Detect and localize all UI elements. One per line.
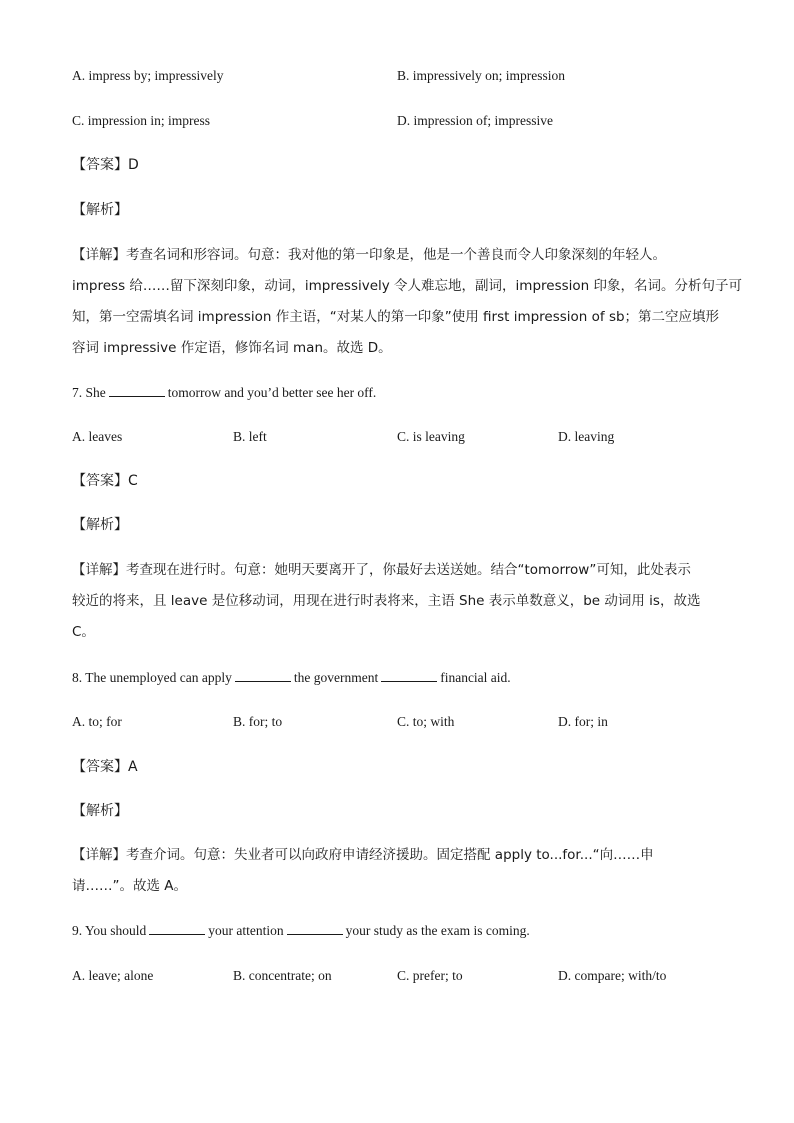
q6-option-a: A. impress by; impressively [72, 68, 224, 83]
q8-answer [72, 758, 138, 776]
detail-line: 【详解】考查介词。句意：失业者可以向政府申请经济援助。固定搭配 apply to...for...“向……申 [72, 847, 654, 863]
answer-blank [235, 669, 291, 682]
q7-option-a: A. leaves [72, 429, 123, 444]
answer-label: 【答案】 [72, 759, 128, 775]
q6-option-c: C. impression in; impress [72, 113, 210, 128]
q9-option-c: C. prefer; to [397, 968, 463, 983]
detail-line: 【详解】考查现在进行时。句意：她明天要离开了，你最好去送送她。结合“tomorrow”可知，此处表示 [72, 562, 691, 578]
answer-blank [381, 669, 437, 682]
q8-option-c: C. to; with [397, 714, 455, 729]
answer-value: A [128, 759, 138, 775]
answer-value: C [128, 473, 138, 489]
detail-line: C。 [72, 624, 95, 640]
q7-stem: 7. She tomorrow and you’d better see her off. [72, 385, 377, 400]
q8-option-a: A. to; for [72, 714, 122, 729]
detail-line: impress 给……留下深刻印象，动词，impressively 令人难忘地，副词，impression 印象，名词。分析句子可 [72, 278, 743, 294]
q6-answer [72, 156, 139, 174]
detail-line: 知，第一空需填名词 impression 作主语，“对某人的第一印象”使用 first impression of sb；第二空应填形 [72, 309, 720, 325]
q7-detail [72, 555, 724, 648]
q6-analysis-label: 【解析】 [72, 202, 128, 218]
q7-option-d: D. leaving [558, 429, 615, 444]
answer-blank [109, 384, 165, 397]
detail-line: 请……”。故选 A。 [72, 878, 188, 894]
q6-detail [72, 240, 743, 364]
q7-option-b: B. left [233, 429, 267, 444]
q7-analysis-label: 【解析】 [72, 517, 128, 533]
answer-label: 【答案】 [72, 157, 128, 173]
q8-detail [72, 840, 724, 902]
answer-value: D [128, 157, 139, 173]
q9-stem: 9. You should your attention your study as the exam is coming. [72, 923, 530, 938]
detail-line: 【详解】考查名词和形容词。句意：我对他的第一印象是，他是一个善良而令人印象深刻的年轻人。 [72, 247, 666, 263]
detail-line: 较近的将来，且 leave 是位移动词，用现在进行时表将来，主语 She 表示单数意义，be 动词用 is，故选 [72, 593, 701, 609]
q6-option-b: B. impressively on; impression [397, 68, 565, 83]
q8-analysis-label: 【解析】 [72, 803, 128, 819]
detail-line: 容词 impressive 作定语，修饰名词 man。故选 D。 [72, 340, 392, 356]
q9-option-a: A. leave; alone [72, 968, 154, 983]
q8-stem: 8. The unemployed can apply the government financial aid. [72, 670, 511, 685]
q7-answer [72, 472, 138, 490]
q9-option-b: B. concentrate; on [233, 968, 332, 983]
answer-label: 【答案】 [72, 473, 128, 489]
answer-blank [287, 922, 343, 935]
q8-option-b: B. for; to [233, 714, 283, 729]
q8-option-d: D. for; in [558, 714, 608, 729]
answer-blank [149, 922, 205, 935]
q9-option-d: D. compare; with/to [558, 968, 667, 983]
q7-option-c: C. is leaving [397, 429, 465, 444]
q6-option-d: D. impression of; impressive [397, 113, 553, 128]
